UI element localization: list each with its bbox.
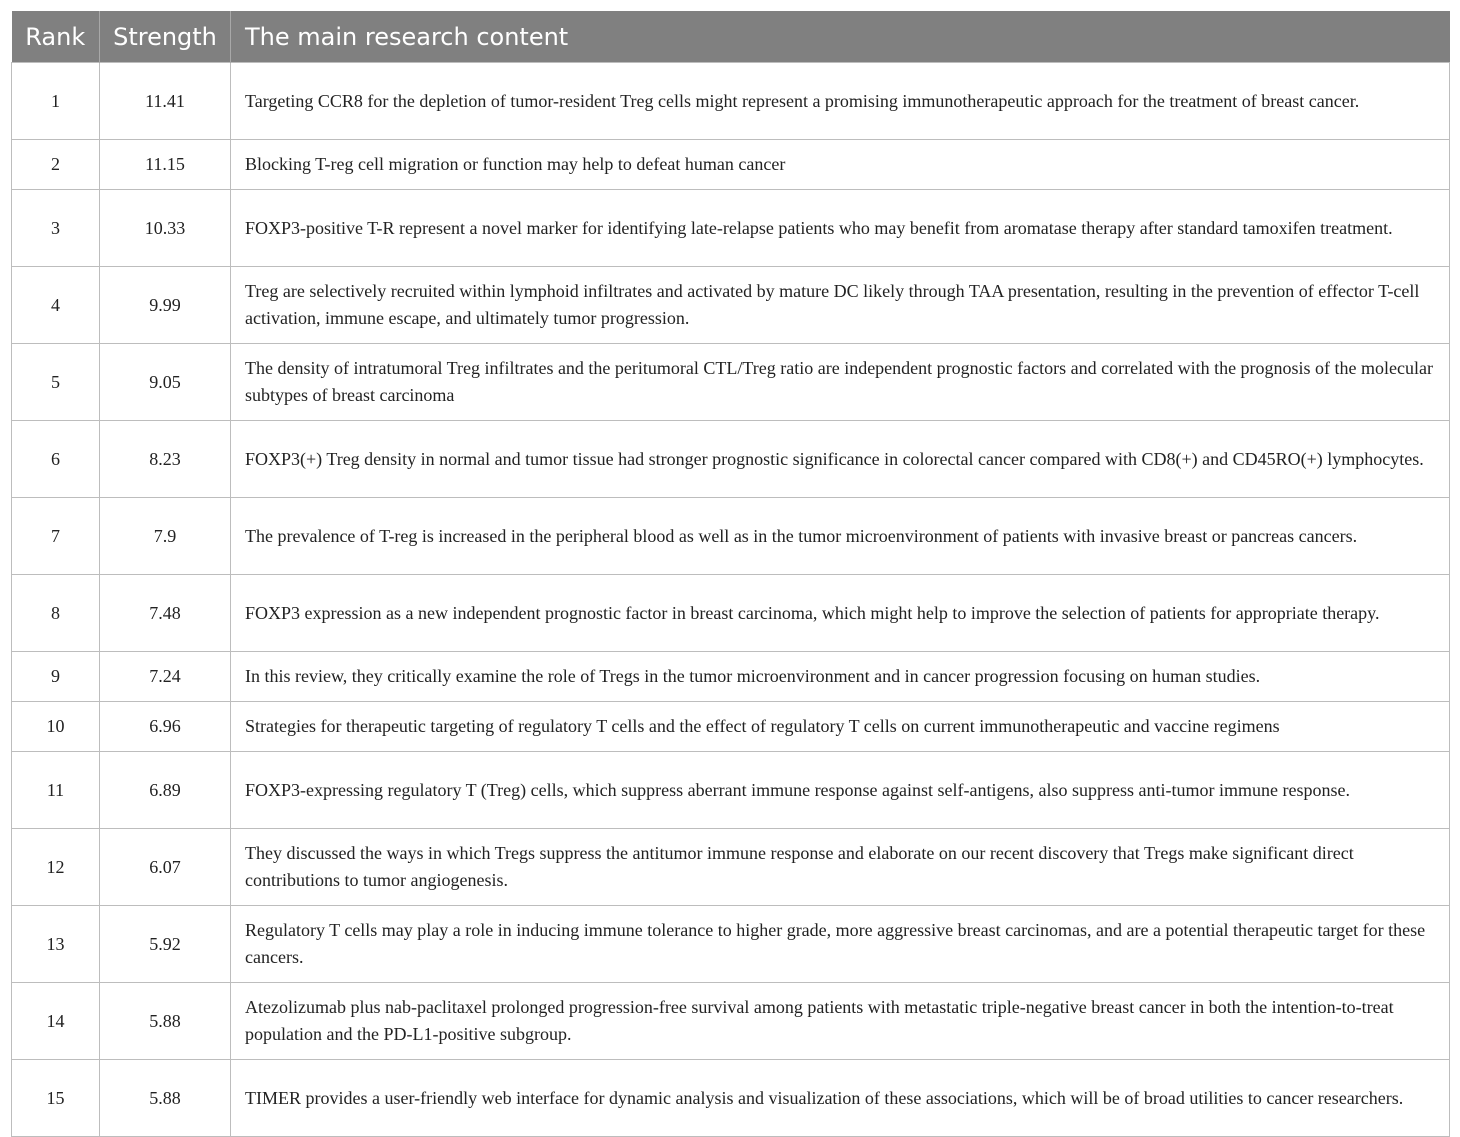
strength-cell: 11.41	[100, 63, 231, 140]
header-rank: Rank	[12, 11, 100, 63]
strength-cell: 11.15	[100, 140, 231, 190]
strength-cell: 7.9	[100, 498, 231, 575]
strength-cell: 7.48	[100, 575, 231, 652]
content-cell: Regulatory T cells may play a role in inducing immune tolerance to higher grade, more aggressive breast carcinomas, and are a potential therapeutic target for these cancers.	[231, 906, 1450, 983]
content-cell: FOXP3-expressing regulatory T (Treg) cells, which suppress aberrant immune response against self-antigens, also suppress anti-tumor immune response.	[231, 752, 1450, 829]
table-row	[12, 752, 1450, 829]
strength-cell: 8.23	[100, 421, 231, 498]
content-cell: Strategies for therapeutic targeting of regulatory T cells and the effect of regulatory T cells on current immunotherapeutic and vaccine regimens	[231, 702, 1450, 752]
strength-cell: 6.89	[100, 752, 231, 829]
table-row	[12, 983, 1450, 1060]
table-row	[12, 344, 1450, 421]
content-cell: FOXP3-positive T-R represent a novel marker for identifying late-relapse patients who may benefit from aromatase therapy after standard tamoxifen treatment.	[231, 190, 1450, 267]
rank-cell: 15	[12, 1060, 100, 1137]
rank-cell: 4	[12, 267, 100, 344]
table-row	[12, 267, 1450, 344]
content-cell: Atezolizumab plus nab-paclitaxel prolonged progression-free survival among patients with metastatic triple-negative breast cancer in both the intention-to-treat population and the PD-L1-positive subgroup.	[231, 983, 1450, 1060]
table-header	[12, 11, 1450, 63]
table-row	[12, 498, 1450, 575]
rank-cell: 11	[12, 752, 100, 829]
rank-cell: 14	[12, 983, 100, 1060]
table-row	[12, 702, 1450, 752]
strength-cell: 7.24	[100, 652, 231, 702]
content-cell: FOXP3 expression as a new independent prognostic factor in breast carcinoma, which might help to improve the selection of patients for appropriate therapy.	[231, 575, 1450, 652]
table-row	[12, 190, 1450, 267]
table-row	[12, 421, 1450, 498]
table-body	[12, 63, 1450, 1137]
content-cell: In this review, they critically examine the role of Tregs in the tumor microenvironment and in cancer progression focusing on human studies.	[231, 652, 1450, 702]
rank-cell: 7	[12, 498, 100, 575]
research-content-table	[11, 11, 1450, 1137]
content-cell: FOXP3(+) Treg density in normal and tumor tissue had stronger prognostic significance in colorectal cancer compared with CD8(+) and CD45RO(+) lymphocytes.	[231, 421, 1450, 498]
strength-cell: 9.99	[100, 267, 231, 344]
strength-cell: 5.88	[100, 983, 231, 1060]
strength-cell: 5.92	[100, 906, 231, 983]
rank-cell: 12	[12, 829, 100, 906]
rank-cell: 13	[12, 906, 100, 983]
strength-cell: 6.96	[100, 702, 231, 752]
table-row	[12, 140, 1450, 190]
content-cell: Targeting CCR8 for the depletion of tumor-resident Treg cells might represent a promising immunotherapeutic approach for the treatment of breast cancer.	[231, 63, 1450, 140]
content-cell: TIMER provides a user-friendly web interface for dynamic analysis and visualization of these associations, which will be of broad utilities to cancer researchers.	[231, 1060, 1450, 1137]
strength-cell: 10.33	[100, 190, 231, 267]
rank-cell: 10	[12, 702, 100, 752]
content-cell: Treg are selectively recruited within lymphoid infiltrates and activated by mature DC likely through TAA presentation, resulting in the prevention of effector T-cell activation, immune escape, and ultimately tumor progression.	[231, 267, 1450, 344]
table-row	[12, 575, 1450, 652]
rank-cell: 5	[12, 344, 100, 421]
table-row	[12, 63, 1450, 140]
rank-cell: 2	[12, 140, 100, 190]
content-cell: Blocking T-reg cell migration or function may help to defeat human cancer	[231, 140, 1450, 190]
table-row	[12, 829, 1450, 906]
rank-cell: 1	[12, 63, 100, 140]
table-header-row	[12, 11, 1450, 63]
table-row	[12, 1060, 1450, 1137]
rank-cell: 9	[12, 652, 100, 702]
rank-cell: 3	[12, 190, 100, 267]
rank-cell: 6	[12, 421, 100, 498]
content-cell: They discussed the ways in which Tregs suppress the antitumor immune response and elaborate on our recent discovery that Tregs make significant direct contributions to tumor angiogenesis.	[231, 829, 1450, 906]
strength-cell: 9.05	[100, 344, 231, 421]
research-table-container	[11, 11, 1449, 1137]
content-cell: The prevalence of T-reg is increased in the peripheral blood as well as in the tumor microenvironment of patients with invasive breast or pancreas cancers.	[231, 498, 1450, 575]
content-cell: The density of intratumoral Treg infiltrates and the peritumoral CTL/Treg ratio are independent prognostic factors and correlated with the prognosis of the molecular subtypes of breast carcinoma	[231, 344, 1450, 421]
strength-cell: 5.88	[100, 1060, 231, 1137]
table-row	[12, 652, 1450, 702]
header-strength: Strength	[100, 11, 231, 63]
table-row	[12, 906, 1450, 983]
rank-cell: 8	[12, 575, 100, 652]
strength-cell: 6.07	[100, 829, 231, 906]
header-main-research-content: The main research content	[231, 11, 1450, 63]
